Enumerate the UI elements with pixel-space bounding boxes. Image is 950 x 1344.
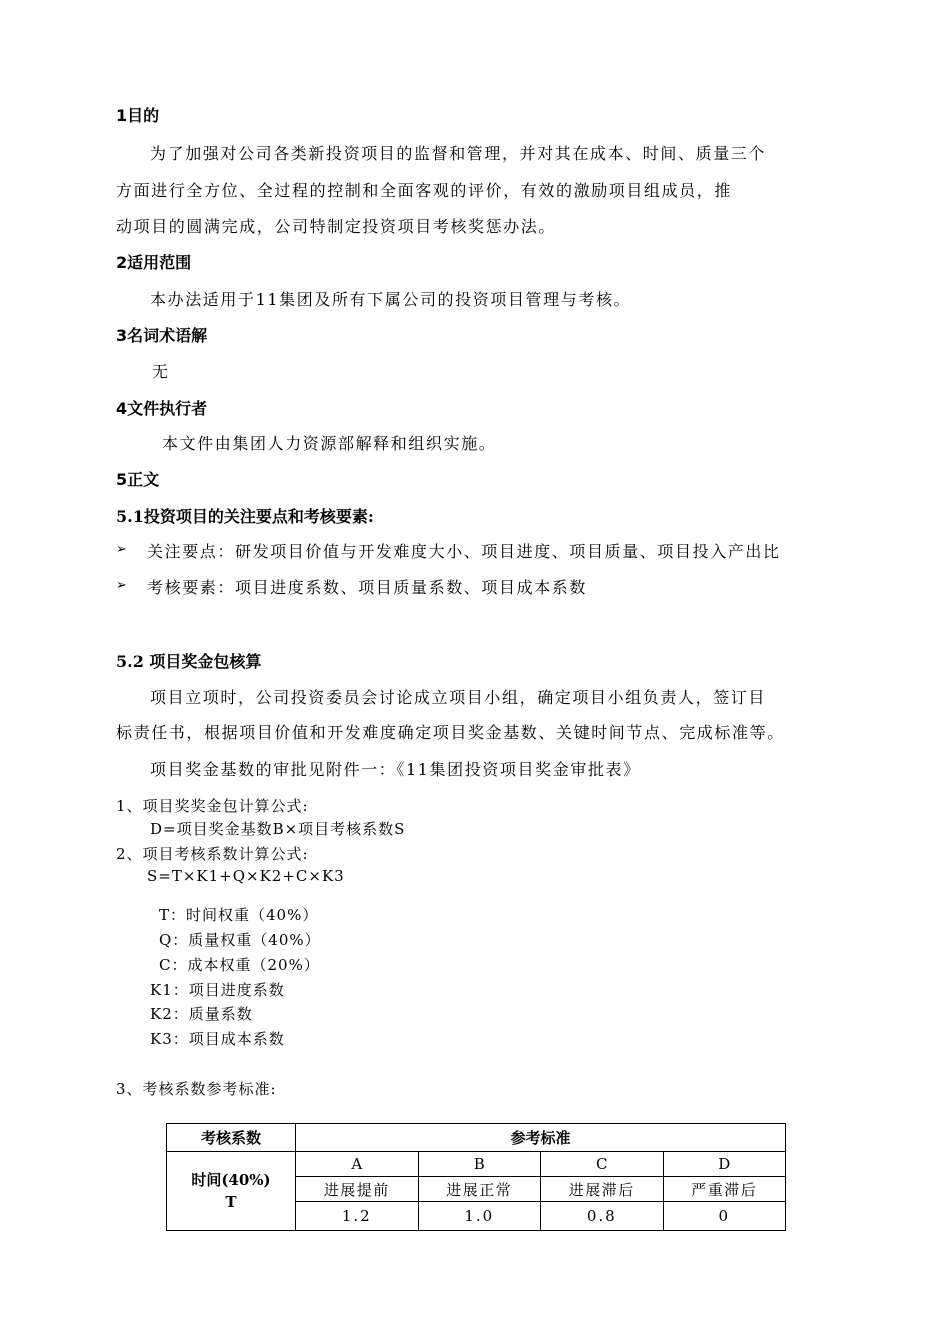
definition-item: K1：项目进度系数 bbox=[150, 981, 285, 999]
section-1-heading: 1目的 bbox=[116, 106, 160, 125]
section-3-heading: 3名词术语解 bbox=[116, 326, 208, 345]
description-cell: 严重滞后 bbox=[663, 1177, 786, 1202]
table-header-coefficient: 考核系数 bbox=[167, 1124, 296, 1152]
grade-cell: C bbox=[541, 1152, 664, 1177]
formula-2: S=T×K1+Q×K2+C×K3 bbox=[147, 867, 345, 885]
value-cell: 0 bbox=[663, 1202, 786, 1231]
coefficient-standard-table bbox=[166, 1123, 786, 1231]
definition-item: T：时间权重（40%） bbox=[159, 906, 319, 924]
description-cell: 进展正常 bbox=[418, 1177, 541, 1202]
table-header-standard: 参考标准 bbox=[296, 1124, 786, 1152]
section-1-line-3: 动项目的圆满完成，公司特制定投资项目考核奖惩办法。 bbox=[116, 217, 557, 236]
bullet-item: 关注要点：研发项目价值与开发难度大小、项目进度、项目质量、项目投入产出比 bbox=[147, 542, 781, 561]
formula-1-label: 1、项目奖奖金包计算公式: bbox=[116, 797, 309, 815]
table-row-label bbox=[167, 1152, 296, 1231]
section-5-2-line-2: 标责任书，根据项目价值和开发难度确定项目奖金基数、关键时间节点、完成标准等。 bbox=[116, 723, 785, 742]
grade-cell: D bbox=[663, 1152, 786, 1177]
description-cell: 进展提前 bbox=[296, 1177, 419, 1202]
section-2-text: 本办法适用于11集团及所有下属公司的投资项目管理与考核。 bbox=[150, 290, 632, 309]
definition-item: K2：质量系数 bbox=[150, 1005, 253, 1023]
section-1-line-2: 方面进行全方位、全过程的控制和全面客观的评价，有效的激励项目组成员，推 bbox=[116, 181, 733, 200]
grade-cell: A bbox=[296, 1152, 419, 1177]
section-5-heading: 5正文 bbox=[116, 470, 160, 489]
value-cell: 0.8 bbox=[541, 1202, 664, 1231]
section-3-text: 无 bbox=[152, 362, 170, 381]
bullet-arrow-icon: ➢ bbox=[116, 542, 127, 557]
bullet-item: 考核要素：项目进度系数、项目质量系数、项目成本系数 bbox=[147, 578, 588, 597]
bullet-arrow-icon: ➢ bbox=[116, 578, 127, 593]
row-label-line-1: 时间(40%) bbox=[191, 1171, 271, 1189]
row-label-line-2: T bbox=[225, 1193, 237, 1211]
section-5-2-heading: 5.2 项目奖金包核算 bbox=[116, 652, 262, 671]
value-cell: 1.0 bbox=[418, 1202, 541, 1231]
description-cell: 进展滞后 bbox=[541, 1177, 664, 1202]
section-4-heading: 4文件执行者 bbox=[116, 399, 208, 418]
section-1-line-1: 为了加强对公司各类新投资项目的监督和管理，并对其在成本、时间、质量三个 bbox=[150, 144, 767, 163]
section-5-2-line-1: 项目立项时，公司投资委员会讨论成立项目小组，确定项目小组负责人，签订目 bbox=[150, 688, 767, 707]
section-4-text: 本文件由集团人力资源部解释和组织实施。 bbox=[162, 434, 497, 453]
grade-cell: B bbox=[418, 1152, 541, 1177]
section-5-2-line-3: 项目奖金基数的审批见附件一：《11集团投资项目奖金审批表》 bbox=[150, 760, 641, 779]
formula-1: D=项目奖金基数B×项目考核系数S bbox=[150, 820, 406, 838]
value-cell: 1.2 bbox=[296, 1202, 419, 1231]
standard-label: 3、考核系数参考标准: bbox=[116, 1080, 277, 1098]
formula-2-label: 2、项目考核系数计算公式: bbox=[116, 845, 309, 863]
definition-item: K3：项目成本系数 bbox=[150, 1030, 285, 1048]
definition-item: C：成本权重（20%） bbox=[159, 956, 320, 974]
definition-item: Q：质量权重（40%） bbox=[159, 931, 321, 949]
section-5-1-heading: 5.1投资项目的关注要点和考核要素: bbox=[116, 507, 374, 526]
section-2-heading: 2适用范围 bbox=[116, 253, 192, 272]
